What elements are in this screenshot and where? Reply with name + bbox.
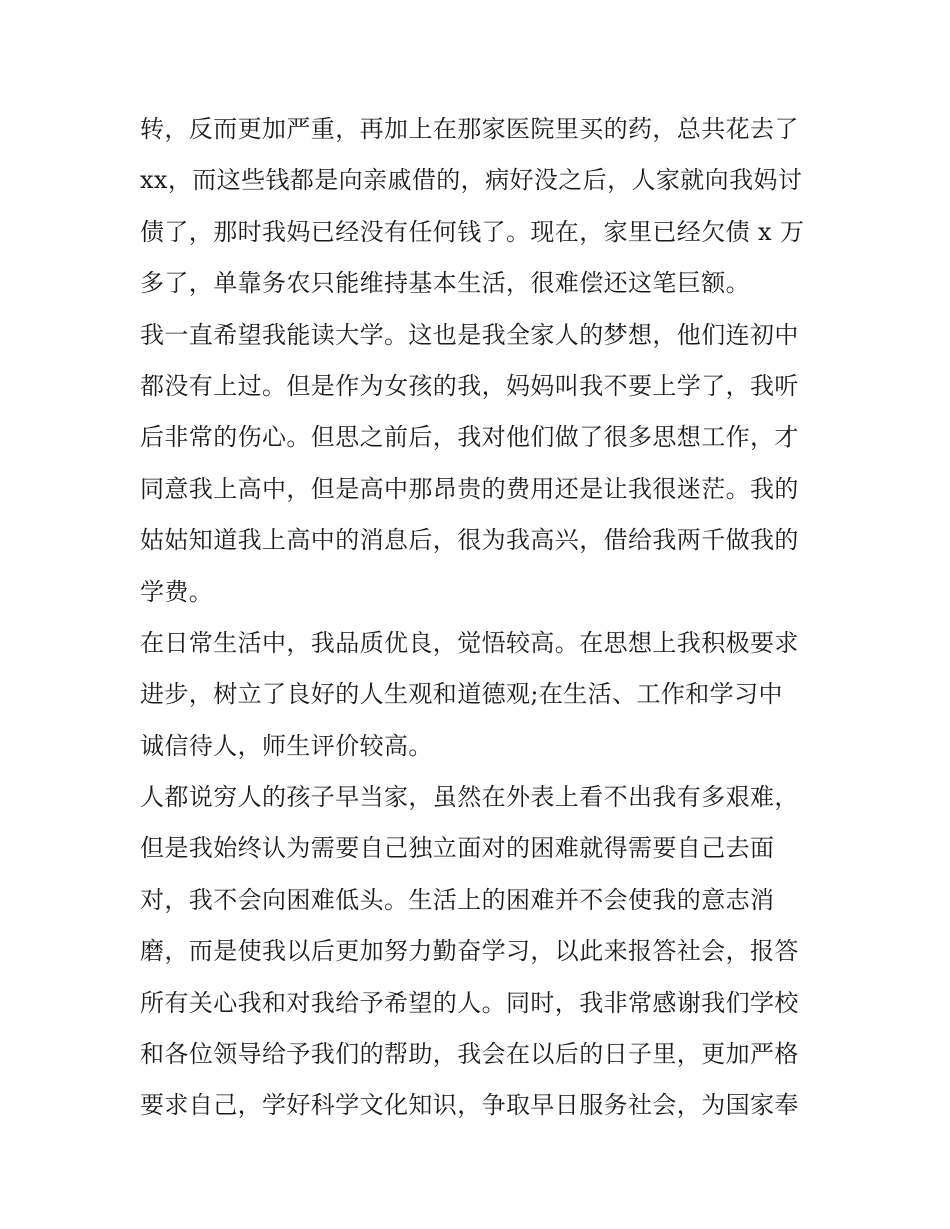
text-line: 诚信待人，师生评价较高。 [140, 731, 433, 760]
text-line: 对，我不会向困难低头。生活上的困难并不会使我的意志消 [140, 885, 775, 914]
text-line: 后非常的伤心。但思之前后，我对他们做了很多思想工作，才 [140, 423, 799, 452]
text-line: 磨，而是使我以后更加努力勤奋学习，以此来报答社会，报答 [140, 937, 799, 966]
text-line: 但是我始终认为需要自己独立面对的困难就得需要自己去面 [140, 834, 775, 863]
text-line: 学费。 [140, 577, 214, 606]
text-line: 同意我上高中，但是高中那昂贵的费用还是让我很迷茫。我的 [140, 474, 799, 503]
text-line: 在日常生活中，我品质优良，觉悟较高。在思想上我积极要求 [140, 628, 799, 657]
text-line: 我一直希望我能读大学。这也是我全家人的梦想，他们连初中 [140, 320, 799, 349]
text-line: 转，反而更加严重，再加上在那家医院里买的药，总共花去了 [140, 115, 799, 143]
text-line: 人都说穷人的孩子早当家，虽然在外表上看不出我有多艰难， [140, 783, 799, 812]
text-line: 姑姑知道我上高中的消息后，很为我高兴，借给我两千做我的 [140, 526, 799, 555]
text-line: 要求自己，学好科学文化知识，争取早日服务社会，为国家奉 [140, 1091, 799, 1120]
text-line: 所有关心我和对我给予希望的人。同时，我非常感谢我们学校 [140, 988, 799, 1017]
text-line: 债了，那时我妈已经没有任何钱了。现在，家里已经欠债 x 万 [140, 217, 805, 246]
text-line: 和各位领导给予我们的帮助，我会在以后的日子里，更加严格 [140, 1040, 799, 1069]
text-line: xx，而这些钱都是向亲戚借的，病好没之后，人家就向我妈讨 [140, 166, 803, 195]
text-line: 多了，单靠务农只能维持基本生活，很难偿还这笔巨额。 [140, 269, 750, 298]
text-line: 进步，树立了良好的人生观和道德观;在生活、工作和学习中 [140, 680, 783, 709]
document-body [140, 104, 816, 1132]
text-line: 都没有上过。但是作为女孩的我，妈妈叫我不要上学了，我听 [140, 371, 799, 400]
